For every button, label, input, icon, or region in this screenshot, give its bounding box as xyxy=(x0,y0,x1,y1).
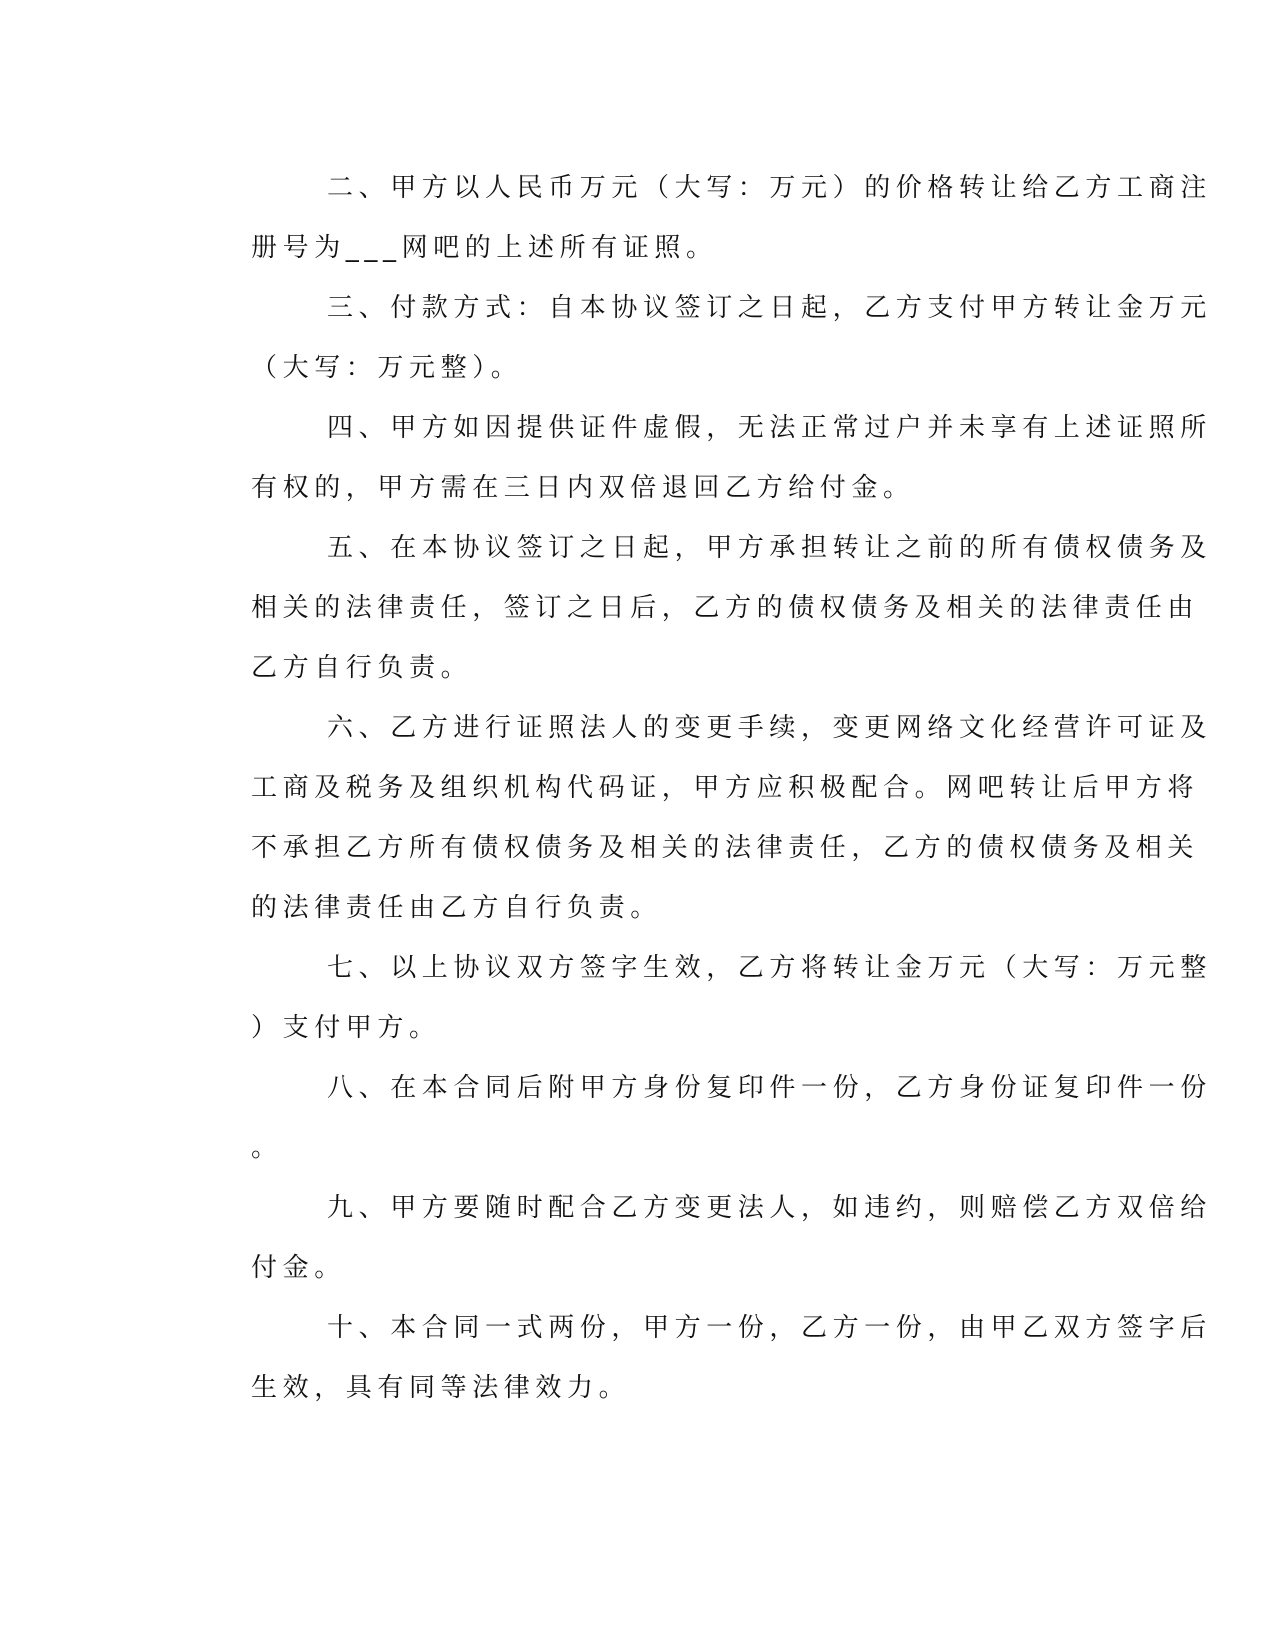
text-line: 付金。 xyxy=(251,1253,346,1283)
text-line: 不承担乙方所有债权债务及相关的法律责任，乙方的债权债务及相关 xyxy=(251,833,1200,863)
paragraph-6 xyxy=(188,698,1212,938)
text-line: 四、甲方如因提供证件虚假，无法正常过户并未享有上述证照所 xyxy=(327,413,1212,443)
text-line: 册号为___网吧的上述所有证照。 xyxy=(251,233,718,263)
document-body xyxy=(188,158,1212,1418)
text-line: 。 xyxy=(251,1133,283,1163)
paragraph-5 xyxy=(188,518,1212,698)
text-line: ）支付甲方。 xyxy=(251,1013,441,1043)
paragraph-7 xyxy=(188,938,1212,1058)
text-line: 相关的法律责任，签订之日后，乙方的债权债务及相关的法律责任由 xyxy=(251,593,1200,623)
paragraph-2 xyxy=(188,158,1212,278)
text-line: 工商及税务及组织机构代码证，甲方应积极配合。网吧转让后甲方将 xyxy=(251,773,1200,803)
text-line: 八、在本合同后附甲方身份复印件一份，乙方身份证复印件一份 xyxy=(327,1073,1212,1103)
text-line: 二、甲方以人民币万元（大写：万元）的价格转让给乙方工商注 xyxy=(327,173,1212,203)
paragraph-10 xyxy=(188,1298,1212,1418)
paragraph-9 xyxy=(188,1178,1212,1298)
paragraph-3 xyxy=(188,278,1212,398)
text-line: 九、甲方要随时配合乙方变更法人，如违约，则赔偿乙方双倍给 xyxy=(327,1193,1212,1223)
text-line: 三、付款方式：自本协议签订之日起，乙方支付甲方转让金万元 xyxy=(327,293,1212,323)
paragraph-8 xyxy=(188,1058,1212,1178)
text-line: 生效，具有同等法律效力。 xyxy=(251,1373,631,1403)
text-line: 乙方自行负责。 xyxy=(251,653,473,683)
text-line: 十、本合同一式两份，甲方一份，乙方一份，由甲乙双方签字后 xyxy=(327,1313,1212,1343)
text-line: 有权的，甲方需在三日内双倍退回乙方给付金。 xyxy=(251,473,915,503)
text-line: 六、乙方进行证照法人的变更手续，变更网络文化经营许可证及 xyxy=(327,713,1212,743)
text-line: 五、在本协议签订之日起，甲方承担转让之前的所有债权债务及 xyxy=(327,533,1212,563)
text-line: 七、以上协议双方签字生效，乙方将转让金万元（大写：万元整 xyxy=(327,953,1212,983)
text-line: （大写：万元整）。 xyxy=(251,353,523,383)
paragraph-4 xyxy=(188,398,1212,518)
text-line: 的法律责任由乙方自行负责。 xyxy=(251,893,662,923)
